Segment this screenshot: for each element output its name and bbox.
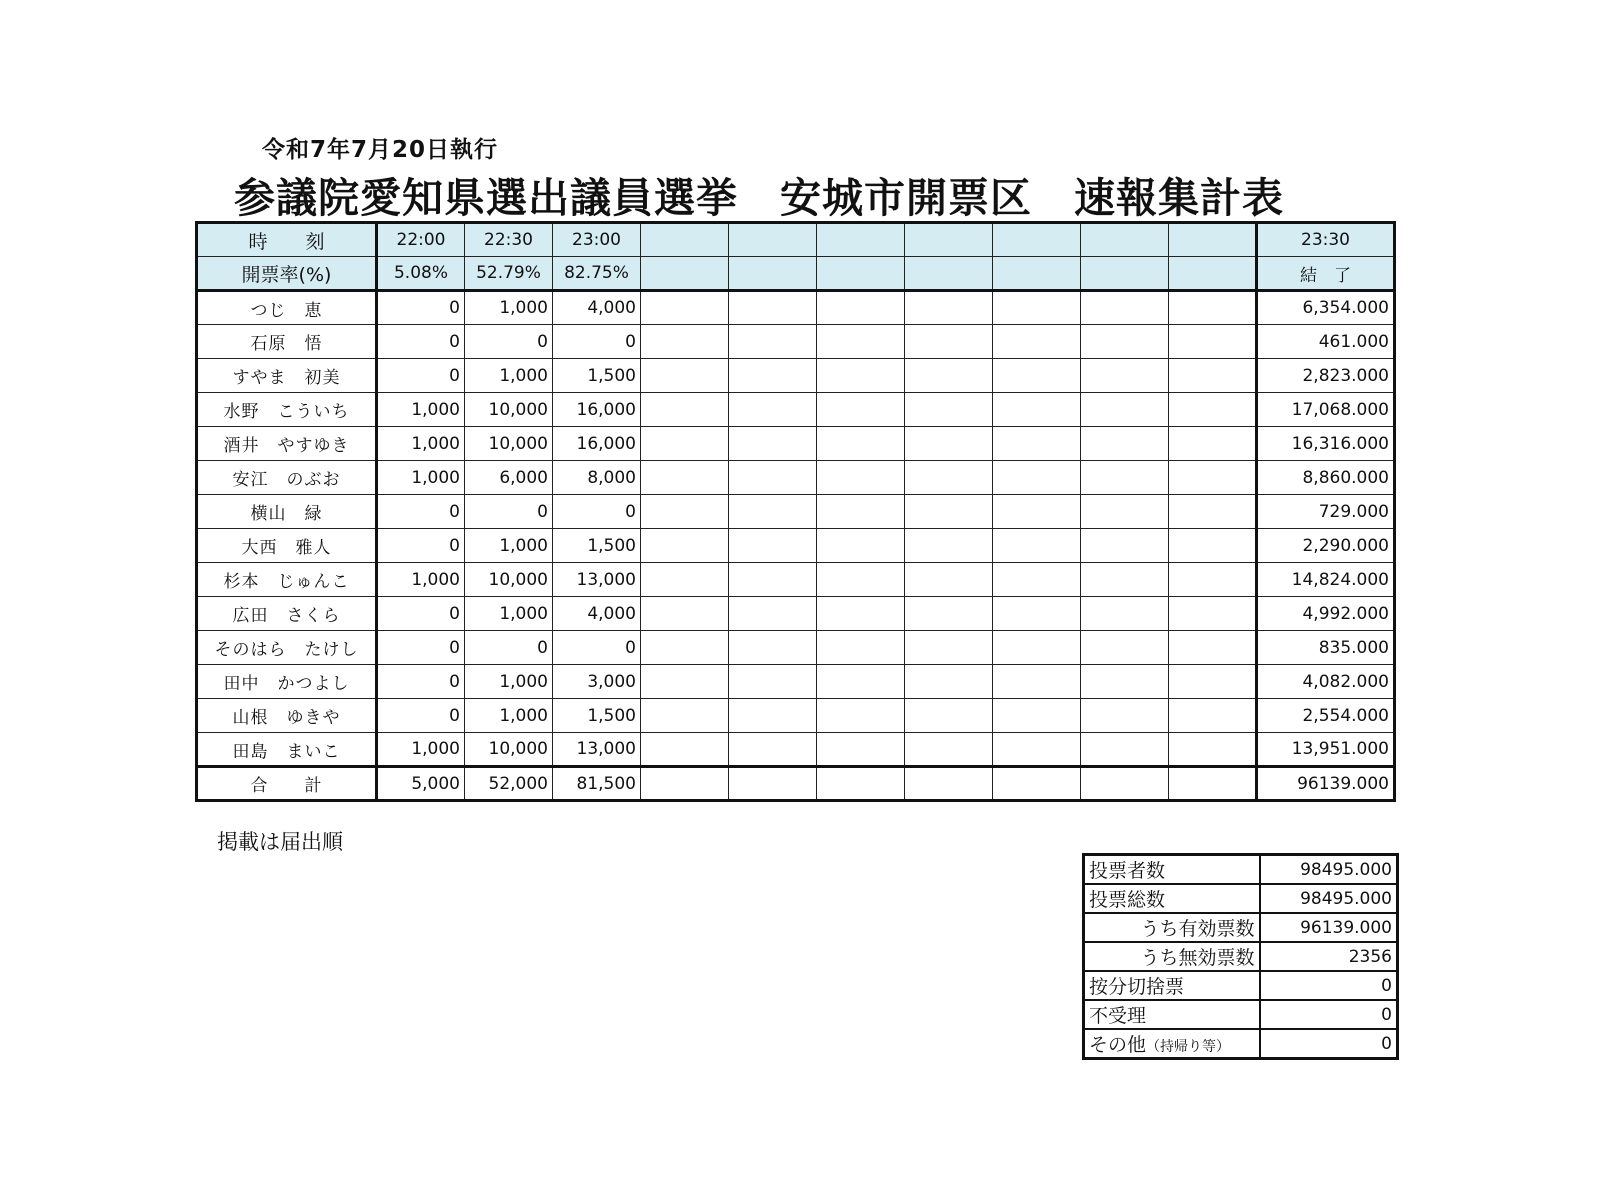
vote-count-cell (1081, 699, 1169, 733)
summary-label (1084, 942, 1260, 971)
page-title: 参議院愛知県選出議員選挙 安城市開票区 速報集計表 (234, 174, 1284, 222)
vote-count-cell: 8,000 (553, 461, 641, 495)
vote-count-cell (729, 631, 817, 665)
final-count-cell: 6,354.000 (1257, 291, 1395, 325)
vote-count-cell (1169, 563, 1257, 597)
vote-count-cell (641, 529, 729, 563)
vote-count-cell (729, 563, 817, 597)
vote-count-cell (905, 733, 993, 767)
vote-count-cell: 10,000 (465, 393, 553, 427)
final-count-cell: 16,316.000 (1257, 427, 1395, 461)
listing-order-note: 掲載は届出順 (217, 830, 343, 854)
vote-count-cell (729, 699, 817, 733)
vote-count-cell: 6,000 (465, 461, 553, 495)
candidate-row (197, 665, 1395, 699)
rate-row (197, 257, 1395, 291)
vote-count-cell: 1,000 (465, 529, 553, 563)
vote-count-cell (641, 665, 729, 699)
total-count-cell (729, 767, 817, 801)
vote-count-cell (993, 291, 1081, 325)
time-cell (729, 223, 817, 257)
vote-count-cell (817, 393, 905, 427)
vote-count-cell (817, 529, 905, 563)
final-count-cell: 835.000 (1257, 631, 1395, 665)
vote-count-cell: 13,000 (553, 563, 641, 597)
vote-count-cell (1081, 291, 1169, 325)
vote-count-cell (905, 325, 993, 359)
candidate-row (197, 461, 1395, 495)
time-cell (1169, 223, 1257, 257)
vote-count-cell (1169, 495, 1257, 529)
rate-cell: 5.08% (377, 257, 465, 291)
vote-count-cell (641, 563, 729, 597)
vote-count-cell (1169, 597, 1257, 631)
summary-label (1084, 913, 1260, 942)
total-count-cell: 52,000 (465, 767, 553, 801)
vote-count-cell (817, 597, 905, 631)
vote-count-cell (993, 563, 1081, 597)
vote-count-cell (1169, 325, 1257, 359)
final-count-cell: 4,082.000 (1257, 665, 1395, 699)
vote-count-cell (641, 393, 729, 427)
vote-count-cell: 3,000 (553, 665, 641, 699)
final-count-cell: 8,860.000 (1257, 461, 1395, 495)
final-count-cell: 2,554.000 (1257, 699, 1395, 733)
vote-count-cell (905, 665, 993, 699)
final-count-cell: 2,823.000 (1257, 359, 1395, 393)
total-count-cell (993, 767, 1081, 801)
vote-count-cell (817, 325, 905, 359)
vote-count-cell (729, 495, 817, 529)
rate-cell: 52.79% (465, 257, 553, 291)
time-cell (993, 223, 1081, 257)
vote-count-cell (817, 699, 905, 733)
time-row (197, 223, 1395, 257)
summary-label-text: うち有効票数 (1140, 918, 1255, 940)
vote-count-cell (641, 699, 729, 733)
vote-count-cell (993, 529, 1081, 563)
vote-count-cell: 0 (377, 529, 465, 563)
rate-cell (817, 257, 905, 291)
final-count-cell: 729.000 (1257, 495, 1395, 529)
vote-count-cell (817, 733, 905, 767)
vote-count-cell (1169, 631, 1257, 665)
final-count-cell: 17,068.000 (1257, 393, 1395, 427)
vote-count-cell: 1,500 (553, 529, 641, 563)
vote-count-cell: 1,000 (465, 597, 553, 631)
time-cell (641, 223, 729, 257)
vote-count-cell: 0 (377, 699, 465, 733)
final-count-cell: 2,290.000 (1257, 529, 1395, 563)
candidate-name: 広田 さくら (197, 597, 377, 631)
tally-table (195, 221, 1396, 802)
candidate-row (197, 495, 1395, 529)
candidate-row (197, 597, 1395, 631)
summary-label (1084, 884, 1260, 913)
final-label-cell: 結 了 (1257, 257, 1395, 291)
summary-value: 96139.000 (1260, 913, 1398, 942)
summary-row (1084, 942, 1398, 971)
vote-count-cell (993, 427, 1081, 461)
vote-count-cell: 0 (553, 495, 641, 529)
vote-count-cell (993, 325, 1081, 359)
vote-count-cell (641, 427, 729, 461)
rate-cell (905, 257, 993, 291)
time-cell: 23:00 (553, 223, 641, 257)
summary-label (1084, 1029, 1260, 1059)
vote-count-cell (1081, 359, 1169, 393)
total-count-cell (817, 767, 905, 801)
vote-count-cell (993, 597, 1081, 631)
vote-count-cell (729, 461, 817, 495)
vote-count-cell (729, 665, 817, 699)
summary-label-text: 投票総数 (1089, 889, 1166, 911)
vote-count-cell (1081, 597, 1169, 631)
vote-count-cell: 1,000 (465, 291, 553, 325)
vote-count-cell: 10,000 (465, 733, 553, 767)
rate-cell (1169, 257, 1257, 291)
vote-count-cell (905, 359, 993, 393)
rate-cell (729, 257, 817, 291)
vote-count-cell: 1,000 (377, 427, 465, 461)
time-cell (1081, 223, 1169, 257)
time-cell: 22:00 (377, 223, 465, 257)
vote-count-cell: 10,000 (465, 563, 553, 597)
candidate-name: 水野 こういち (197, 393, 377, 427)
summary-label (1084, 855, 1260, 885)
vote-count-cell (1169, 665, 1257, 699)
candidate-name: 横山 緑 (197, 495, 377, 529)
vote-count-cell: 16,000 (553, 427, 641, 461)
vote-count-cell: 0 (553, 325, 641, 359)
vote-count-cell: 16,000 (553, 393, 641, 427)
summary-label-text: 投票者数 (1089, 860, 1166, 882)
candidate-row (197, 325, 1395, 359)
summary-label-text: 不受理 (1089, 1005, 1147, 1027)
vote-count-cell: 0 (465, 631, 553, 665)
rate-label: 開票率(%) (197, 257, 377, 291)
vote-count-cell (905, 291, 993, 325)
total-count-cell (905, 767, 993, 801)
final-count-cell: 13,951.000 (1257, 733, 1395, 767)
candidate-row (197, 733, 1395, 767)
vote-count-cell (729, 325, 817, 359)
vote-count-cell (1081, 325, 1169, 359)
vote-count-cell (729, 733, 817, 767)
candidate-row (197, 631, 1395, 665)
vote-count-cell (1169, 733, 1257, 767)
vote-count-cell (1081, 461, 1169, 495)
summary-row (1084, 884, 1398, 913)
vote-count-cell (1081, 563, 1169, 597)
vote-count-cell (993, 733, 1081, 767)
candidate-row (197, 427, 1395, 461)
summary-value: 2356 (1260, 942, 1398, 971)
vote-count-cell (905, 495, 993, 529)
vote-count-cell (905, 393, 993, 427)
total-count-cell: 5,000 (377, 767, 465, 801)
election-date: 令和7年7月20日執行 (262, 137, 499, 163)
vote-count-cell: 0 (377, 291, 465, 325)
vote-count-cell (817, 665, 905, 699)
vote-count-cell (817, 291, 905, 325)
candidate-name: すやま 初美 (197, 359, 377, 393)
candidate-name: そのはら たけし (197, 631, 377, 665)
candidate-row (197, 359, 1395, 393)
candidate-name: 山根 ゆきや (197, 699, 377, 733)
time-cell: 22:30 (465, 223, 553, 257)
vote-count-cell (1081, 529, 1169, 563)
vote-count-cell: 0 (377, 359, 465, 393)
vote-count-cell: 0 (377, 631, 465, 665)
candidate-name: つじ 恵 (197, 291, 377, 325)
vote-count-cell (993, 631, 1081, 665)
vote-count-cell (1169, 699, 1257, 733)
vote-count-cell (817, 563, 905, 597)
vote-count-cell (993, 699, 1081, 733)
vote-count-cell: 0 (377, 597, 465, 631)
vote-count-cell (1081, 495, 1169, 529)
vote-count-cell (1081, 733, 1169, 767)
vote-count-cell: 0 (465, 495, 553, 529)
vote-count-cell (993, 359, 1081, 393)
candidate-name: 石原 悟 (197, 325, 377, 359)
vote-count-cell (817, 359, 905, 393)
summary-value: 98495.000 (1260, 884, 1398, 913)
vote-count-cell (641, 461, 729, 495)
candidate-row (197, 699, 1395, 733)
vote-count-cell (729, 291, 817, 325)
vote-count-cell: 4,000 (553, 291, 641, 325)
summary-row (1084, 1029, 1398, 1059)
total-row (197, 767, 1395, 801)
vote-count-cell (729, 529, 817, 563)
vote-count-cell: 0 (377, 495, 465, 529)
vote-count-cell: 1,500 (553, 699, 641, 733)
vote-count-cell (993, 461, 1081, 495)
vote-count-cell (1169, 529, 1257, 563)
vote-count-cell (993, 665, 1081, 699)
total-count-cell (1169, 767, 1257, 801)
vote-count-cell (1081, 427, 1169, 461)
summary-row (1084, 971, 1398, 1000)
total-label: 合 計 (197, 767, 377, 801)
rate-cell: 82.75% (553, 257, 641, 291)
summary-label (1084, 1000, 1260, 1029)
vote-count-cell (905, 427, 993, 461)
vote-count-cell (1081, 631, 1169, 665)
candidate-row (197, 291, 1395, 325)
candidate-name: 大西 雅人 (197, 529, 377, 563)
vote-count-cell: 1,000 (465, 359, 553, 393)
rate-cell (993, 257, 1081, 291)
time-label: 時 刻 (197, 223, 377, 257)
vote-count-cell (641, 733, 729, 767)
vote-count-cell: 10,000 (465, 427, 553, 461)
summary-label-note: （持帰り等） (1146, 1039, 1231, 1055)
summary-label (1084, 971, 1260, 1000)
vote-count-cell (1169, 427, 1257, 461)
time-cell (817, 223, 905, 257)
summary-value: 0 (1260, 971, 1398, 1000)
vote-count-cell (729, 359, 817, 393)
vote-count-cell (641, 291, 729, 325)
summary-label-text: 按分切捨票 (1089, 976, 1185, 998)
vote-count-cell (905, 597, 993, 631)
summary-row (1084, 855, 1398, 885)
vote-count-cell (1169, 461, 1257, 495)
total-count-cell (1081, 767, 1169, 801)
summary-label-text: うち無効票数 (1140, 947, 1255, 969)
candidate-name: 酒井 やすゆき (197, 427, 377, 461)
final-count-cell: 14,824.000 (1257, 563, 1395, 597)
vote-count-cell: 13,000 (553, 733, 641, 767)
vote-count-cell (729, 597, 817, 631)
vote-count-cell (641, 597, 729, 631)
vote-count-cell: 1,000 (377, 393, 465, 427)
vote-count-cell (817, 631, 905, 665)
vote-count-cell: 0 (377, 325, 465, 359)
final-time-cell: 23:30 (1257, 223, 1395, 257)
final-count-cell: 461.000 (1257, 325, 1395, 359)
vote-count-cell (729, 427, 817, 461)
vote-count-cell (1081, 393, 1169, 427)
summary-value: 0 (1260, 1000, 1398, 1029)
vote-count-cell (641, 631, 729, 665)
vote-count-cell (641, 495, 729, 529)
summary-value: 0 (1260, 1029, 1398, 1059)
candidate-row (197, 563, 1395, 597)
vote-count-cell (993, 393, 1081, 427)
vote-count-cell (905, 699, 993, 733)
vote-count-cell (1169, 393, 1257, 427)
vote-count-cell: 1,000 (377, 563, 465, 597)
total-final-cell: 96139.000 (1257, 767, 1395, 801)
vote-count-cell (905, 461, 993, 495)
candidate-row (197, 393, 1395, 427)
vote-count-cell (817, 461, 905, 495)
rate-cell (1081, 257, 1169, 291)
candidate-name: 杉本 じゅんこ (197, 563, 377, 597)
vote-count-cell (641, 359, 729, 393)
final-count-cell: 4,992.000 (1257, 597, 1395, 631)
vote-count-cell: 4,000 (553, 597, 641, 631)
candidate-name: 田中 かつよし (197, 665, 377, 699)
candidate-row (197, 529, 1395, 563)
vote-count-cell (641, 325, 729, 359)
vote-count-cell: 1,000 (377, 461, 465, 495)
vote-count-cell (729, 393, 817, 427)
summary-row (1084, 1000, 1398, 1029)
summary-table (1082, 853, 1399, 1060)
vote-count-cell: 0 (553, 631, 641, 665)
summary-label-text: その他 (1089, 1034, 1147, 1056)
summary-value: 98495.000 (1260, 855, 1398, 885)
vote-count-cell (1169, 291, 1257, 325)
vote-count-cell (905, 529, 993, 563)
vote-count-cell (993, 495, 1081, 529)
time-cell (905, 223, 993, 257)
vote-count-cell: 1,500 (553, 359, 641, 393)
candidate-name: 田島 まいこ (197, 733, 377, 767)
vote-count-cell (905, 631, 993, 665)
vote-count-cell: 1,000 (377, 733, 465, 767)
vote-count-cell: 1,000 (465, 665, 553, 699)
vote-count-cell (817, 427, 905, 461)
vote-count-cell (905, 563, 993, 597)
candidate-name: 安江 のぶお (197, 461, 377, 495)
summary-row (1084, 913, 1398, 942)
total-count-cell: 81,500 (553, 767, 641, 801)
vote-count-cell (1081, 665, 1169, 699)
vote-count-cell: 1,000 (465, 699, 553, 733)
vote-count-cell: 0 (465, 325, 553, 359)
rate-cell (641, 257, 729, 291)
vote-count-cell (1169, 359, 1257, 393)
total-count-cell (641, 767, 729, 801)
vote-count-cell: 0 (377, 665, 465, 699)
vote-count-cell (817, 495, 905, 529)
